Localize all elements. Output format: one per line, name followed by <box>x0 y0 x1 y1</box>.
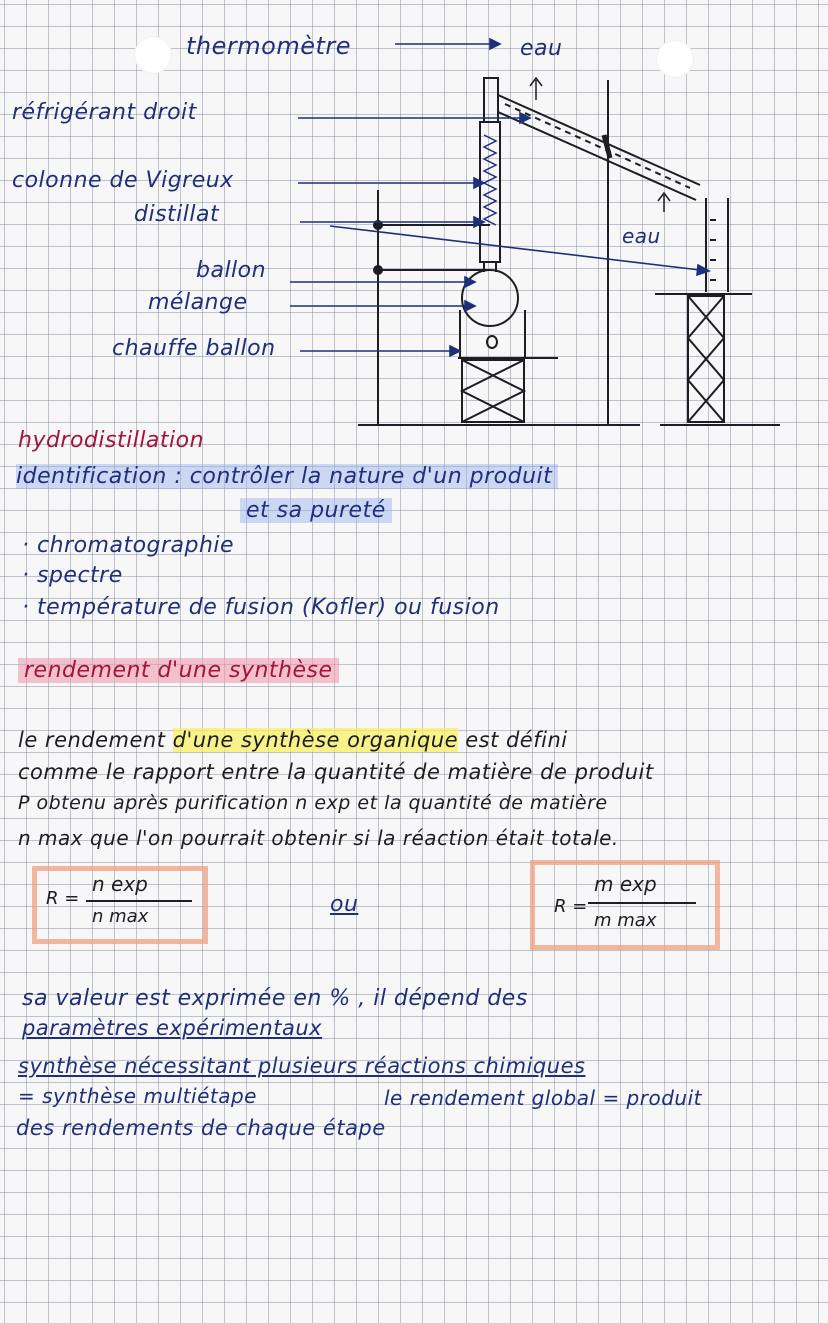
paragraph2-line-1: sa valeur est exprimée en % , il dépend des <box>22 986 528 1011</box>
paragraph-line-1-end: est défini <box>458 728 568 752</box>
paragraph2-line-4: = synthèse multiétape <box>18 1084 257 1108</box>
formula-1-numerator: n exp <box>92 872 148 896</box>
bullet-chromatographie: · chromatographie <box>22 533 235 558</box>
identification-line-2: et sa pureté <box>240 498 392 523</box>
label-ballon: ballon <box>196 258 267 283</box>
paragraph-line-3: P obtenu après purification n exp et la quantité de matière <box>18 792 608 814</box>
formula-1-fraction-bar <box>86 900 192 902</box>
distillation-apparatus-drawing <box>0 0 828 460</box>
formula-1-denominator: n max <box>92 906 149 927</box>
label-eau-top: eau <box>520 36 563 61</box>
identification-line-1: identification : contrôler la nature d'un produit <box>16 464 558 489</box>
paragraph-line-1-highlight: d'une synthèse organique <box>172 728 459 752</box>
paragraph2-line-3: synthèse nécessitant plusieurs réactions chimiques <box>18 1054 586 1078</box>
formula-2-denominator: m max <box>594 910 657 931</box>
label-thermometre: thermomètre <box>186 32 352 60</box>
bullet-spectre: · spectre <box>22 563 123 588</box>
label-chauffe-ballon: chauffe ballon <box>112 336 276 361</box>
paragraph2-line-2: paramètres expérimentaux <box>22 1016 323 1040</box>
paragraph-line-1-start: le rendement <box>18 728 173 752</box>
paragraph-line-1 <box>18 728 568 752</box>
label-colonne: colonne de Vigreux <box>12 168 234 193</box>
formula-1-lhs: R = <box>46 888 80 909</box>
paragraph-line-2: comme le rapport entre la quantité de matière de produit <box>18 760 654 784</box>
heading-rendement: rendement d'une synthèse <box>18 658 339 683</box>
label-eau-side: eau <box>622 224 661 248</box>
formula-2-fraction-bar <box>588 902 696 904</box>
heading-hydrodistillation: hydrodistillation <box>18 428 205 453</box>
text-ou: ou <box>330 892 359 917</box>
paragraph2-line-4-right: le rendement global = produit <box>384 1086 702 1110</box>
paragraph-line-4: n max que l'on pourrait obtenir si la réaction était totale. <box>18 826 619 850</box>
label-distillat: distillat <box>134 202 220 227</box>
paragraph2-line-5: des rendements de chaque étape <box>16 1116 386 1140</box>
label-melange: mélange <box>148 290 248 315</box>
formula-2-lhs: R = <box>554 896 588 917</box>
formula-2-numerator: m exp <box>594 872 657 896</box>
bullet-temperature-fusion: · température de fusion (Kofler) ou fusion <box>22 595 500 620</box>
label-refrigerant: réfrigérant droit <box>12 100 197 125</box>
